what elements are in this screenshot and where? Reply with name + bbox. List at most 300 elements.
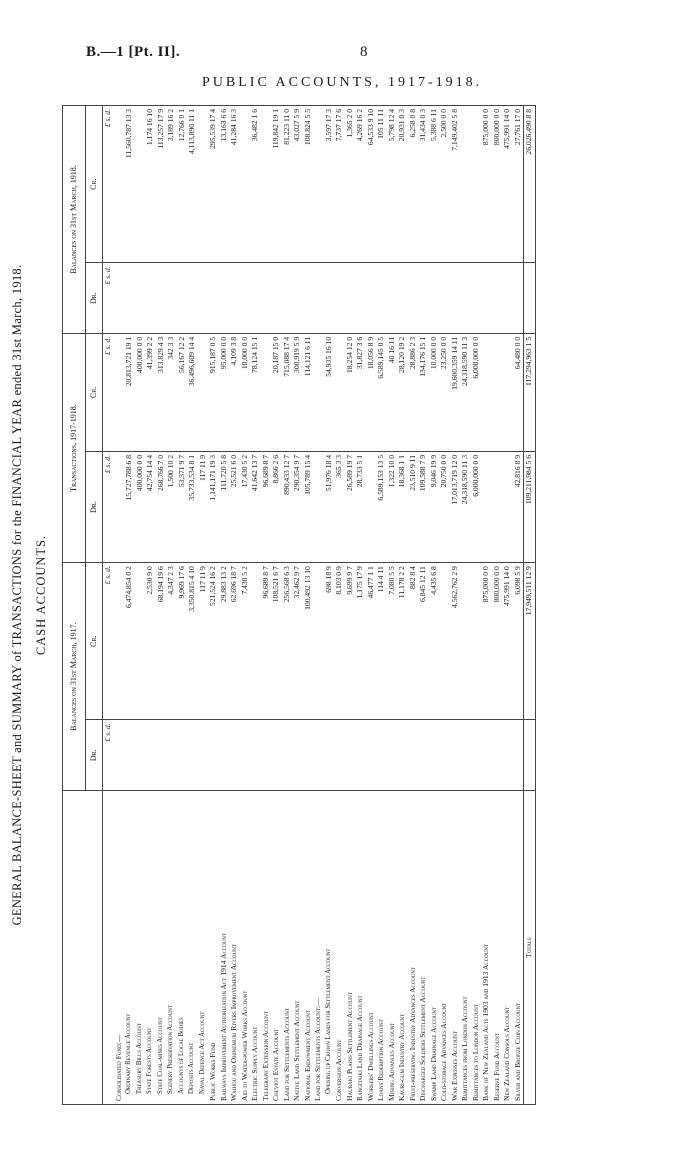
table-row	[229, 106, 240, 1105]
cell-cl-cr	[460, 106, 471, 263]
account-name: War Expenses Account	[450, 791, 461, 1105]
table-row	[261, 106, 272, 1105]
table-row	[481, 106, 492, 1105]
cell-tr-dr: 96,689 8 7	[261, 452, 272, 563]
cell-tr-dr: 25,521 6 0	[229, 452, 240, 563]
account-name: Cheviot Estate Account	[271, 791, 282, 1105]
cell-tr-cr	[313, 333, 324, 451]
cell-cl-cr	[240, 106, 251, 263]
cell-tr-dr: 28,733 5 1	[355, 452, 366, 563]
account-name: Ordinary Revenue Account	[124, 791, 135, 1105]
cell-tr-cr: 715,088 17 4	[282, 333, 293, 451]
cell-open-dr	[408, 720, 419, 791]
cell-tr-dr: 17,430 5 2	[240, 452, 251, 563]
account-name: Discharged Soldiers Settlement Account	[418, 791, 429, 1105]
cell-open-cr: 4,347 2 3	[166, 563, 177, 720]
cell-cl-dr	[450, 263, 461, 334]
cell-cl-dr	[408, 263, 419, 334]
cell-tr-dr: 6,589,153 13 5	[376, 452, 387, 563]
cell-cl-dr	[166, 263, 177, 334]
cell-cl-dr	[439, 263, 450, 334]
cell-cl-dr	[282, 263, 293, 334]
cell-tr-cr: 41,399 2 2	[145, 333, 156, 451]
cell-open-dr	[261, 720, 272, 791]
cell-cl-cr: 3,189 16 2	[166, 106, 177, 263]
account-name: Remittances from London Account	[460, 791, 471, 1105]
account-name: Hauraki Plains Settlement Account	[345, 791, 356, 1105]
cell-tr-dr: 42,754 14 4	[145, 452, 156, 563]
cell-cl-cr	[313, 106, 324, 263]
units-close-cr: £ s. d.	[103, 106, 114, 263]
cell-tr-dr	[502, 452, 513, 563]
header-close-cr: Cr.	[86, 106, 103, 263]
account-name: Telegraph Extension Account	[261, 791, 272, 1105]
cell-tr-cr: 95,000 0 0	[219, 333, 230, 451]
cell-tr-cr: 10,000 0 0	[429, 333, 440, 451]
cell-open-cr: 8,103 0 9	[334, 563, 345, 720]
cell-open-dr	[187, 720, 198, 791]
cell-open-dr	[114, 720, 125, 791]
cell-open-cr: 800,000 0 0	[492, 563, 503, 720]
cell-open-dr	[334, 720, 345, 791]
cell-cl-cr: 1,174 16 10	[145, 106, 156, 263]
cell-tr-cr: 56,167 12 2	[177, 333, 188, 451]
cell-tr-cr: 313,829 4 3	[156, 333, 167, 451]
total-trans-dr: 109,211,984 5 6	[524, 452, 536, 563]
account-name: Electric Supply Account	[250, 791, 261, 1105]
table-row	[292, 106, 303, 1105]
account-name: Public Works Fund	[208, 791, 219, 1105]
header-close-dr: Dr.	[86, 263, 103, 334]
cell-tr-cr	[481, 333, 492, 451]
table-title: GENERAL BALANCE-SHEET and SUMMARY of TRANSACTIONS for the FINANCIAL YEAR ended 31st March, 1918.	[10, 264, 24, 926]
cell-open-dr	[303, 720, 314, 791]
cell-open-dr	[481, 720, 492, 791]
cell-cl-dr	[198, 263, 209, 334]
cell-cl-cr: 875,000 0 0	[481, 106, 492, 263]
account-name: Treasury Bills Account	[135, 791, 146, 1105]
cell-open-cr: 11,178 2 2	[397, 563, 408, 720]
cell-cl-cr	[114, 106, 125, 263]
cell-open-dr	[355, 720, 366, 791]
cell-tr-dr: 1,500 10 2	[166, 452, 177, 563]
table-body	[103, 106, 524, 1105]
account-name: Opening up Crown Lands for Settlement Account	[324, 791, 335, 1105]
cell-cl-dr	[177, 263, 188, 334]
cell-cl-dr	[387, 263, 398, 334]
cell-cl-dr	[250, 263, 261, 334]
account-name: New Zealand Consols Account	[502, 791, 513, 1105]
cell-tr-cr: 54,935 16 10	[324, 333, 335, 451]
cell-open-cr	[471, 563, 482, 720]
cell-cl-dr	[429, 263, 440, 334]
total-open-dr	[524, 720, 536, 791]
cell-tr-dr	[481, 452, 492, 563]
units-row	[103, 106, 114, 1105]
cell-cl-cr: 41,284 16 3	[229, 106, 240, 263]
cell-tr-dr: 400,000 0 0	[135, 452, 146, 563]
cell-cl-cr: 3,597 17 3	[324, 106, 335, 263]
cell-open-dr	[292, 720, 303, 791]
cell-open-cr	[135, 563, 146, 720]
cell-tr-dr	[366, 452, 377, 563]
header-open-cr: Cr.	[86, 563, 103, 720]
cell-open-cr: 6,845 12 11	[418, 563, 429, 720]
units-trans-cr: £ s. d.	[103, 333, 114, 451]
cell-cl-cr: 1,365 2 0	[345, 106, 356, 263]
cell-open-dr	[240, 720, 251, 791]
account-name: Kauri-gum Industry Account	[397, 791, 408, 1105]
cell-open-dr	[439, 720, 450, 791]
cell-tr-dr: 53,371 9 7	[177, 452, 188, 563]
table-row	[208, 106, 219, 1105]
cell-tr-cr: 28,886 2 3	[408, 333, 419, 451]
cell-cl-dr	[145, 263, 156, 334]
cell-tr-dr: 8,866 2 6	[271, 452, 282, 563]
cell-tr-cr: 6,589,145 0 5	[376, 333, 387, 451]
cell-open-dr	[145, 720, 156, 791]
cell-cl-cr: 64,533 9 10	[366, 106, 377, 263]
cell-open-dr	[450, 720, 461, 791]
cell-open-cr: 32,462 9 7	[292, 563, 303, 720]
cell-tr-dr: 15,727,788 6 8	[124, 452, 135, 563]
cell-cl-cr	[471, 106, 482, 263]
table-row	[219, 106, 230, 1105]
cell-tr-dr: 268,766 7 0	[156, 452, 167, 563]
cell-open-cr	[439, 563, 450, 720]
cell-open-dr	[313, 720, 324, 791]
cell-cl-cr: 12,766 0 1	[177, 106, 188, 263]
cell-cl-dr	[345, 263, 356, 334]
cell-tr-cr: 31,827 3 6	[355, 333, 366, 451]
cell-open-dr	[387, 720, 398, 791]
cell-cl-cr: 5,798 12 4	[387, 106, 398, 263]
table-row	[460, 106, 471, 1105]
cell-open-cr: 9,969 17 6	[177, 563, 188, 720]
cell-tr-cr: 114,121 6 11	[303, 333, 314, 451]
cell-cl-dr	[135, 263, 146, 334]
cell-open-cr: 114 4 11	[376, 563, 387, 720]
account-name: Conversion Account	[334, 791, 345, 1105]
cell-tr-dr: 109,588 7 9	[418, 452, 429, 563]
table-row	[345, 106, 356, 1105]
cell-tr-dr: 1,322 10 0	[387, 452, 398, 563]
account-name: Naval Defence Act Account	[198, 791, 209, 1105]
cell-open-cr: 521,524 16 2	[208, 563, 219, 720]
table-row	[166, 106, 177, 1105]
cell-tr-cr: 40 16 11	[387, 333, 398, 451]
cell-tr-cr: 400,000 0 0	[135, 333, 146, 451]
table-row	[366, 106, 377, 1105]
table-row	[418, 106, 429, 1105]
cell-cl-dr	[355, 263, 366, 334]
account-name: Bank of New Zealand Acts 1903 and 1913 Account	[481, 791, 492, 1105]
cell-open-cr: 117 11 9	[198, 563, 209, 720]
cell-tr-cr: 20,813,721 19 1	[124, 333, 135, 451]
cell-tr-dr: 51,976 18 4	[324, 452, 335, 563]
table-row	[135, 106, 146, 1105]
cell-open-dr	[513, 720, 524, 791]
cell-open-cr: 108,521 6 7	[271, 563, 282, 720]
cell-tr-cr: 78,124 15 1	[250, 333, 261, 451]
cell-open-dr	[502, 720, 513, 791]
cell-open-cr: 2,530 9 0	[145, 563, 156, 720]
cell-open-dr	[271, 720, 282, 791]
cell-cl-cr: 81,223 11 0	[282, 106, 293, 263]
cell-cl-dr	[292, 263, 303, 334]
table-row	[397, 106, 408, 1105]
account-name: Reserve Fund Account	[492, 791, 503, 1105]
total-close-cr: 26,026,490 8 8	[524, 106, 536, 263]
table-row	[408, 106, 419, 1105]
cell-tr-cr: 342 3 3	[166, 333, 177, 451]
cell-tr-cr: 915,187 0 5	[208, 333, 219, 451]
account-name: Deposits Account	[187, 791, 198, 1105]
account-name: Land for Settlements Account	[282, 791, 293, 1105]
account-name: National Endowment Account	[303, 791, 314, 1105]
account-name: Railways Improvement Authorization Act 1914 Account	[219, 791, 230, 1105]
cell-tr-dr: 6,000,000 0 0	[471, 452, 482, 563]
cell-open-cr: 875,000 0 0	[481, 563, 492, 720]
cell-open-dr	[198, 720, 209, 791]
cell-cl-cr: 11,560,787 13 3	[124, 106, 135, 263]
account-column-header	[63, 791, 103, 1105]
account-name: Consolidated Fund:—	[114, 791, 125, 1105]
cell-tr-dr: 890,433 12 7	[282, 452, 293, 563]
table-subtitle: CASH ACCOUNTS.	[34, 534, 48, 656]
cell-cl-dr	[397, 263, 408, 334]
cell-cl-cr: 36,482 1 6	[250, 106, 261, 263]
cell-open-cr: 7,080 5 5	[387, 563, 398, 720]
cell-cl-cr	[261, 106, 272, 263]
cell-open-cr: 6,098 5 9	[513, 563, 524, 720]
cell-tr-cr: 300,919 5 9	[292, 333, 303, 451]
account-name: Rangitaiki Land Drainage Account	[355, 791, 366, 1105]
table-row	[492, 106, 503, 1105]
cell-cl-dr	[513, 263, 524, 334]
cell-cl-cr: 43,027 5 9	[292, 106, 303, 263]
table-row	[355, 106, 366, 1105]
cell-open-dr	[166, 720, 177, 791]
cell-cl-dr	[156, 263, 167, 334]
cell-cl-dr	[334, 263, 345, 334]
header-trans-cr: Cr.	[86, 333, 103, 451]
cell-tr-cr: 23,250 0 0	[439, 333, 450, 451]
table-row	[145, 106, 156, 1105]
cell-cl-cr: 800,000 0 0	[492, 106, 503, 263]
cell-tr-dr: 23,510 9 11	[408, 452, 419, 563]
cell-tr-dr: 9,046 19 9	[429, 452, 440, 563]
cell-tr-dr: 111,720 5 8	[219, 452, 230, 563]
cell-tr-cr: 4,109 3 8	[229, 333, 240, 451]
account-name: Scenery Preservation Account	[166, 791, 177, 1105]
cell-tr-cr: 36,496,609 14 4	[187, 333, 198, 451]
table-row	[429, 106, 440, 1105]
table-row	[502, 106, 513, 1105]
table-row	[124, 106, 135, 1105]
cell-open-dr	[156, 720, 167, 791]
cell-open-cr: 3,350,815 4 10	[187, 563, 198, 720]
cell-open-dr	[135, 720, 146, 791]
cell-cl-cr: 295,539 17 4	[208, 106, 219, 263]
account-name: Workers' Dwellings Account	[366, 791, 377, 1105]
cell-tr-dr: 35,733,534 8 1	[187, 452, 198, 563]
cell-open-dr	[324, 720, 335, 791]
account-name: Waihou and Ohinemuri Rivers Improvement Account	[229, 791, 240, 1105]
cell-cl-cr: 31,434 0 3	[418, 106, 429, 263]
cell-cl-dr	[418, 263, 429, 334]
cell-cl-dr	[324, 263, 335, 334]
cell-cl-cr: 20,931 0 3	[397, 106, 408, 263]
totals-row	[524, 106, 536, 1105]
cell-open-cr: 1,175 17 9	[355, 563, 366, 720]
cell-tr-dr: 17,013,719 12 0	[450, 452, 461, 563]
account-name: Accounts of Local Bodies	[177, 791, 188, 1105]
account-name: State Coal-mines Account	[156, 791, 167, 1105]
header-closing-balances: Balances on 31st March, 1918.	[63, 106, 86, 334]
cell-open-dr	[124, 720, 135, 791]
cell-tr-cr: 28,120 19 2	[397, 333, 408, 451]
total-open-cr: 17,949,511 12 9	[524, 563, 536, 720]
cell-open-dr	[219, 720, 230, 791]
cell-open-cr: 698 18 9	[324, 563, 335, 720]
cell-tr-dr: 24,318,590 11 3	[460, 452, 471, 563]
account-name: Loans Redemption Account	[376, 791, 387, 1105]
cell-tr-dr	[313, 452, 324, 563]
header-trans-dr: Dr.	[86, 452, 103, 563]
cell-tr-cr: 6,000,000 0 0	[471, 333, 482, 451]
cell-tr-cr	[502, 333, 513, 451]
cell-cl-dr	[271, 263, 282, 334]
cell-open-cr: 4,562,762 2 9	[450, 563, 461, 720]
cell-cl-dr	[124, 263, 135, 334]
table-row	[198, 106, 209, 1105]
cell-cl-cr: 475,991 14 0	[502, 106, 513, 263]
cell-tr-dr: 105,789 15 4	[303, 452, 314, 563]
cell-cl-cr: 2,500 0 0	[439, 106, 450, 263]
table-row	[324, 106, 335, 1105]
cell-cl-dr	[481, 263, 492, 334]
cell-tr-cr: 134,176 15 1	[418, 333, 429, 451]
cell-open-dr	[397, 720, 408, 791]
cell-open-dr	[471, 720, 482, 791]
cell-open-dr	[429, 720, 440, 791]
cell-cl-cr: 113,257 17 9	[156, 106, 167, 263]
table-row	[187, 106, 198, 1105]
account-name: Aid to Water-power Works Account	[240, 791, 251, 1105]
cell-cl-cr: 7,149,402 5 8	[450, 106, 461, 263]
cell-open-dr	[208, 720, 219, 791]
cell-cl-cr: 4,113,890 11 1	[187, 106, 198, 263]
cell-cl-dr	[114, 263, 125, 334]
cell-cl-cr	[198, 106, 209, 263]
table-row	[156, 106, 167, 1105]
cell-open-dr	[366, 720, 377, 791]
account-name: State Forests Account	[145, 791, 156, 1105]
cell-open-cr: 4,435 6 8	[429, 563, 440, 720]
document-reference: B.—1 [Pt. II].	[86, 44, 181, 60]
table-row	[250, 106, 261, 1105]
table-row	[177, 106, 188, 1105]
cell-cl-dr	[502, 263, 513, 334]
account-name: Silver and Bronze Coin Account	[513, 791, 524, 1105]
totals-label: Totals	[524, 791, 536, 1105]
account-name: Land for Settlements Account:—	[313, 791, 324, 1105]
cell-open-cr: 62,696 18 7	[229, 563, 240, 720]
cell-tr-cr: 20,187 15 0	[271, 333, 282, 451]
table-row	[303, 106, 314, 1105]
cell-tr-dr: 26,589 19 7	[345, 452, 356, 563]
cell-open-cr: 46,477 1 1	[366, 563, 377, 720]
cell-tr-cr: 18,254 12 0	[345, 333, 356, 451]
table-row	[282, 106, 293, 1105]
header-open-dr: Dr.	[86, 720, 103, 791]
table-row	[513, 106, 524, 1105]
rotated-table-frame	[10, 105, 660, 1105]
cell-cl-cr: 13,163 6 6	[219, 106, 230, 263]
cell-open-cr: 7,430 5 2	[240, 563, 251, 720]
cell-tr-dr: 1,141,171 19 3	[208, 452, 219, 563]
header-opening-balances: Balances on 31st March, 1917.	[63, 563, 86, 791]
cell-open-cr: 96,689 8 7	[261, 563, 272, 720]
cell-tr-dr: 18,368 1 1	[397, 452, 408, 563]
account-name: Mining Advances Account	[387, 791, 398, 1105]
cell-cl-dr	[471, 263, 482, 334]
page-number: 8	[360, 44, 368, 60]
cell-cl-dr	[240, 263, 251, 334]
header-transactions: Transactions, 1917-1918.	[63, 333, 86, 562]
table-row	[376, 106, 387, 1105]
table-row	[313, 106, 324, 1105]
cell-tr-cr	[198, 333, 209, 451]
table-row	[334, 106, 345, 1105]
table-row	[450, 106, 461, 1105]
cell-open-dr	[460, 720, 471, 791]
cell-tr-cr	[492, 333, 503, 451]
account-name: Swamp Land Drainage Account	[429, 791, 440, 1105]
cell-cl-cr: 4,269 16 2	[355, 106, 366, 263]
balance-sheet-table	[62, 105, 536, 1105]
cell-tr-dr: 41,642 13 7	[250, 452, 261, 563]
cell-tr-cr	[261, 333, 272, 451]
units-close-dr: £ s. d.	[103, 263, 114, 334]
cell-open-dr	[418, 720, 429, 791]
cell-open-cr: 256,568 6 3	[282, 563, 293, 720]
table-row	[114, 106, 125, 1105]
cell-open-dr	[250, 720, 261, 791]
cell-open-dr	[376, 720, 387, 791]
cell-open-cr: 68,194 19 6	[156, 563, 167, 720]
cell-open-dr	[492, 720, 503, 791]
cell-cl-cr: 5,388 6 11	[429, 106, 440, 263]
cell-tr-dr: 20,750 0 0	[439, 452, 450, 563]
account-name: Fruit-preserving Industry Advances Account	[408, 791, 419, 1105]
cell-open-cr: 29,883 13 2	[219, 563, 230, 720]
cell-open-dr	[229, 720, 240, 791]
units-trans-dr: £ s. d.	[103, 452, 114, 563]
cell-cl-cr: 108,824 5 5	[303, 106, 314, 263]
cell-tr-cr: 10,000 0 0	[240, 333, 251, 451]
table-row	[387, 106, 398, 1105]
cell-tr-dr: 117 11 9	[198, 452, 209, 563]
cell-open-cr: 475,991 14 0	[502, 563, 513, 720]
cell-tr-cr: 19,600,359 14 11	[450, 333, 461, 451]
units-open-dr: £ s. d.	[103, 720, 114, 791]
cell-open-cr	[250, 563, 261, 720]
cell-cl-dr	[261, 263, 272, 334]
cell-cl-cr: 119,842 19 1	[271, 106, 282, 263]
table-row	[240, 106, 251, 1105]
